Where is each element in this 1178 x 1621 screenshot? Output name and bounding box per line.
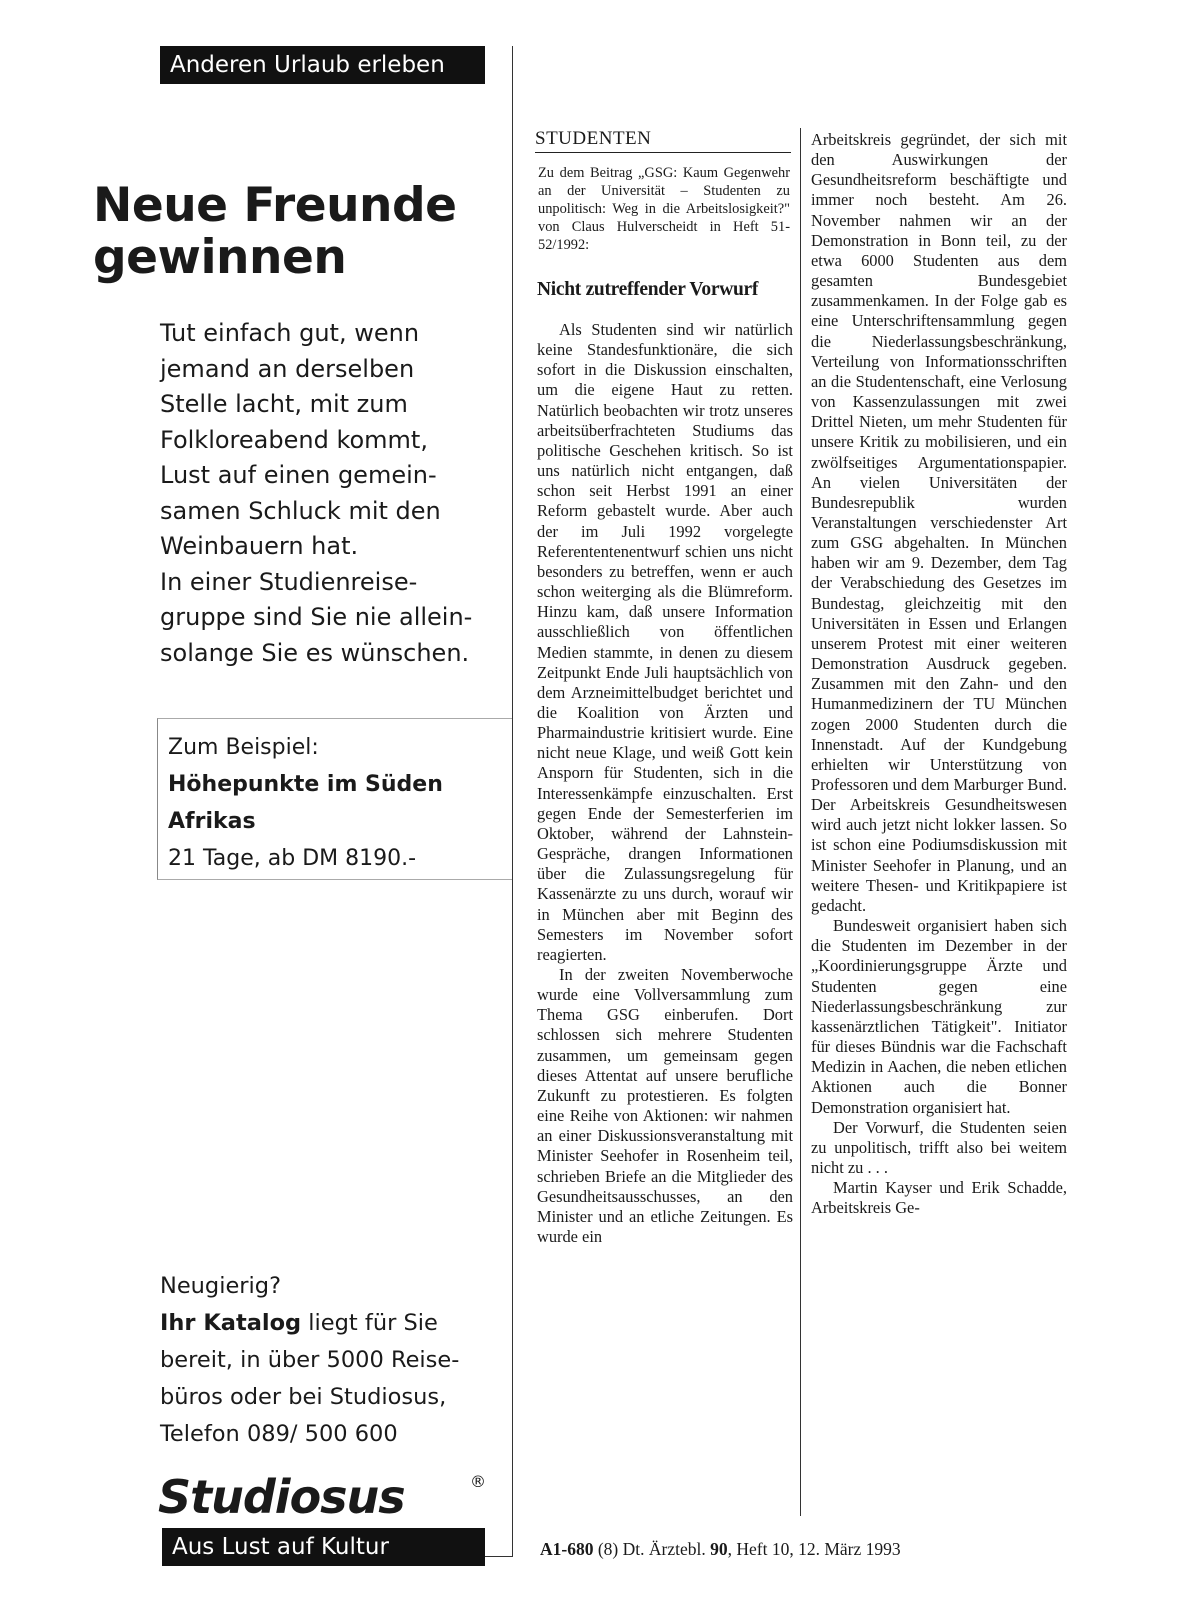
ad-example-label: Zum Beispiel:	[168, 735, 319, 760]
ad-contact-line2: bereit, in über 5000 Reise-	[160, 1347, 460, 1373]
ad-contact-block	[160, 1268, 510, 1453]
ad-example-title-line1: Höhepunkte im Süden	[168, 772, 443, 797]
article-column-2	[811, 130, 1067, 1218]
ad-bottom-rule	[485, 1556, 513, 1557]
article-paragraph: Arbeitskreis gegründet, der sich mit den Auswirkungen der Gesundheitsreform beschäftigte und immer noch besteht. Am 26. November nahmen wir an der Demonstration in Bonn teil, zu der etwa 6000 Studenten aus dem gesamten Bundesgebiet zusammenkamen. In der Folge gab es eine Unterschriftensammlung gegen die Niederlassungsbeschränkung, Verteilung von Informationsschriften an die Studentenschaft, eine Verlosung von Kassenzulassungen mit zwei Drittel Nieten, um mehr Studenten für unsere Kritik zu mobilisieren, und ein zwölfseitiges Argumentationspapier. An vielen Universitäten der Bundesrepublik wurden Veranstaltungen verschiedenster Art zum GSG abgehalten. In München haben wir am 9. Dezember, dem Tag der Verabschiedung des Gesetzes im Bundestag, gleichzeitig mit den Universitäten in Essen und Erlangen unserem Protest mit einer weiteren Demonstration Ausdruck gegeben. Zusammen mit den Zahn- und den Humanmedizinern der TU München zogen 2000 Studenten durch die Innenstadt. Auf der Kundgebung erhielten wir Unterstützung von Professoren und dem Marburger Bund. Der Arbeitskreis Gesundheitswesen wird auch jetzt nicht lokker lassen. So ist schon eine Podiumsdiskussion mit Minister Seehofer in Planung, und an weitere Thesen- und Kritikpapiere ist gedacht.	[811, 130, 1067, 915]
ad-contact-line3: büros oder bei Studiosus,	[160, 1384, 447, 1410]
issue-date: , Heft 10, 12. März 1993	[727, 1539, 901, 1559]
ad-contact-line1-rest: liegt für Sie	[301, 1310, 438, 1336]
page-footer	[540, 1538, 901, 1560]
journal-name: (8) Dt. Ärztebl.	[593, 1539, 711, 1559]
section-rule	[535, 152, 791, 153]
ad-body-text: Tut einfach gut, wenn jemand an derselben Stelle lacht, mit zum Folkloreabend kommt, Lust auf einen gemein- samen Schluck mit den Weinbauern hat. In einer Studienreise- gruppe sind Sie nie allein- solange Sie es wünschen.	[160, 319, 473, 667]
article-signature: Martin Kayser und Erik Schadde, Arbeitskreis Ge-	[811, 1178, 1067, 1218]
ad-slogan-banner: Aus Lust auf Kultur	[162, 1528, 485, 1566]
article-column-1	[537, 320, 793, 1247]
article-paragraph: Als Studenten sind wir natürlich keine Standesfunktionäre, die sich sofort in die Diskussion einschalten, um die eigene Haut zu retten. Natürlich beobachten wir trotz unseres arbeitsüberfrachteten Studiums das politische Geschehen kritisch. So ist uns natürlich nicht entgangen, daß schon seit Herbst 1991 an einer Reform gebastelt wurde. Aber auch der im Juli 1992 vorgelegte Referententenentwurf schien uns nicht besonders zu betreffen, wenn er auch schon weiterging als die Blümreform. Hinzu kam, daß unsere Information ausschließlich von öffentlichen Medien stammte, in denen zu diesem Zeitpunkt Ende Juli hauptsächlich von dem Arzneimittelbudget berichtet und die Koalition von Ärzten und Pharmaindustrie kritisiert wurde. Eine nicht neue Klage, und weiß Gott kein Ansporn für Studenten, sich in die Interessenkämpfe einzuschalten. Erst gegen Ende der Semesterferien im Oktober, während der Lahnstein-Gespräche, drangen Informationen über die Zulassungsregelung für Kassenärzte zu uns durch, worauf wir in München aber mit Beginn des Semesters im November sofort reagierten.	[537, 320, 793, 964]
studiosus-logo: Studiosus	[158, 1470, 405, 1524]
registered-mark-icon: ®	[470, 1472, 486, 1491]
page-number: A1-680	[540, 1539, 594, 1559]
article-paragraph: In der zweiten Novemberwoche wurde eine Vollversammlung zum Thema GSG einberufen. Dort schlossen sich mehrere Studenten zusammen, um gemeinsam gegen dieses Attentat auf unsere berufliche Zukunft zu protestieren. Es folgten eine Reihe von Aktionen: wir nahmen an einer Diskussionsveranstaltung mit Minister Seehofer in Rosenheim teil, schrieben Briefe an die Mitglieder des Gesundheitsausschusses, an den Minister und an etliche Zeitungen. Es wurde ein	[537, 965, 793, 1247]
section-label: STUDENTEN	[535, 128, 652, 149]
ad-example-title-line2: Afrikas	[168, 809, 256, 834]
ad-example-price: 21 Tage, ab DM 8190.-	[168, 846, 417, 871]
article-paragraph: Bundesweit organisiert haben sich die Studenten im Dezember in der „Koordinierungsgruppe Ärzte und Studenten gegen eine Niederlassungsbeschränkung zur kassenärztlichen Tätigkeit". Initiator für dieses Bündnis war die Fachschaft Medizin in Aachen, die neben etlichen Aktionen auch die Bonner Demonstration organisiert hat.	[811, 916, 1067, 1117]
ad-vertical-rule	[512, 46, 513, 1556]
ad-example-box	[157, 718, 512, 880]
article-paragraph: Der Vorwurf, die Studenten seien zu unpolitisch, trifft also bei weitem nicht zu . . .	[811, 1117, 1067, 1177]
ad-contact-line1	[160, 1305, 510, 1342]
journal-volume: 90	[710, 1539, 728, 1559]
ad-catalog-bold: Ihr Katalog	[160, 1310, 302, 1336]
ad-headline: Neue Freunde gewinnen	[93, 178, 457, 285]
column-rule	[800, 128, 801, 1516]
ad-contact-phone: Telefon 089/ 500 600	[160, 1421, 398, 1447]
article-intro: Zu dem Beitrag „GSG: Kaum Gegenwehr an der Universität – Studenten zu unpolitisch: Weg in die Arbeitslosigkeit?" von Claus Hulverscheidt in Heft 51-52/1992:	[538, 165, 790, 253]
ad-contact-question: Neugierig?	[160, 1273, 282, 1299]
ad-top-banner: Anderen Urlaub erleben	[160, 46, 485, 84]
article-title: Nicht zutreffender Vorwurf	[537, 279, 759, 300]
